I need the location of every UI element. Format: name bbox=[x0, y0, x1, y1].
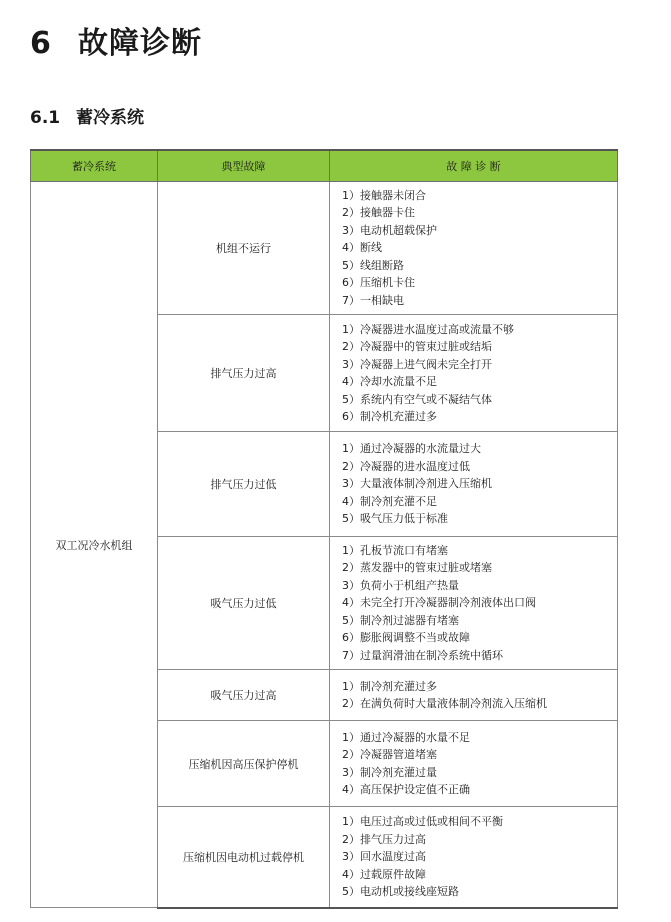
item-text: 通过冷凝器的水流量过大 bbox=[360, 442, 481, 456]
item-text: 系统内有空气或不凝结气体 bbox=[360, 392, 492, 406]
item-text: 电压过高或过低或相间不平衡 bbox=[360, 815, 503, 828]
list-item bbox=[342, 559, 617, 577]
header-system: 蓄冷系统 bbox=[31, 150, 158, 182]
list-item bbox=[342, 647, 617, 665]
item-text: 大量液体制冷剂进入压缩机 bbox=[360, 477, 492, 491]
header-diagnosis: 故 障 诊 断 bbox=[330, 150, 618, 182]
diagnosis-cell bbox=[330, 182, 618, 315]
item-text: 冷凝器的进水温度过低 bbox=[360, 459, 470, 473]
item-text: 接触器未闭合 bbox=[360, 188, 426, 202]
fault-cell: 机组不运行 bbox=[158, 182, 330, 315]
item-number: 1） bbox=[342, 730, 360, 744]
item-number: 1） bbox=[342, 322, 360, 336]
item-number: 1） bbox=[342, 543, 360, 557]
list-item bbox=[342, 764, 617, 782]
item-number: 2） bbox=[342, 459, 360, 473]
list-item bbox=[342, 542, 617, 560]
item-number: 5） bbox=[342, 512, 360, 526]
item-number: 4） bbox=[342, 867, 360, 881]
item-number: 4） bbox=[342, 375, 360, 388]
list-item bbox=[342, 678, 617, 696]
item-number: 7） bbox=[342, 293, 360, 307]
item-text: 制冷剂充灌过多 bbox=[360, 679, 437, 693]
item-number: 1） bbox=[342, 815, 360, 828]
item-text: 高压保护设定值不正确 bbox=[360, 783, 470, 796]
system-cell: 双工况冷水机组 bbox=[31, 182, 158, 908]
fault-cell: 压缩机因高压保护停机 bbox=[158, 721, 330, 807]
list-item bbox=[342, 695, 617, 713]
section-number: 6.1 bbox=[30, 108, 61, 128]
item-text: 冷凝器管道堵塞 bbox=[360, 748, 437, 761]
item-number: 5） bbox=[342, 258, 360, 272]
list-item bbox=[342, 629, 617, 647]
list-item bbox=[342, 781, 617, 799]
list-item bbox=[342, 883, 617, 901]
item-number: 5） bbox=[342, 392, 360, 406]
fault-cell: 排气压力过低 bbox=[158, 432, 330, 537]
item-number: 1） bbox=[342, 188, 360, 202]
diagnosis-list bbox=[342, 813, 617, 901]
diagnosis-list bbox=[342, 321, 617, 426]
diagnosis-list bbox=[342, 187, 617, 310]
diagnosis-list bbox=[342, 729, 617, 799]
item-text: 吸气压力低于标准 bbox=[360, 512, 448, 526]
item-text: 通过冷凝器的水量不足 bbox=[360, 730, 470, 744]
list-item bbox=[342, 338, 617, 356]
item-text: 制冷机充灌过多 bbox=[360, 410, 437, 423]
item-text: 制冷剂过滤器有堵塞 bbox=[360, 613, 459, 627]
item-number: 5） bbox=[342, 885, 360, 898]
item-text: 蒸发器中的管束过脏或堵塞 bbox=[360, 561, 492, 575]
list-item bbox=[342, 493, 617, 511]
item-number: 2） bbox=[342, 561, 360, 575]
item-text: 接触器卡住 bbox=[360, 206, 415, 220]
table-row bbox=[31, 182, 618, 315]
diagnosis-cell bbox=[330, 537, 618, 670]
list-item bbox=[342, 204, 617, 222]
item-text: 线组断路 bbox=[360, 258, 404, 272]
item-number: 2） bbox=[342, 832, 360, 846]
item-text: 压缩机卡住 bbox=[360, 276, 415, 290]
list-item bbox=[342, 612, 617, 630]
diagnosis-cell bbox=[330, 721, 618, 807]
item-text: 制冷剂充灌不足 bbox=[360, 494, 437, 508]
item-text: 断线 bbox=[360, 241, 382, 255]
section-title: 蓄冷系统 bbox=[76, 108, 144, 128]
item-text: 回水温度过高 bbox=[360, 850, 426, 863]
item-number: 3） bbox=[342, 223, 360, 237]
item-text: 电动机或接线座短路 bbox=[360, 885, 459, 898]
fault-diagnosis-table bbox=[30, 149, 618, 909]
table-header-row bbox=[31, 150, 618, 182]
item-number: 3） bbox=[342, 850, 360, 863]
item-number: 4） bbox=[342, 596, 360, 610]
item-text: 冷凝器进水温度过高或流量不够 bbox=[360, 322, 514, 336]
item-number: 3） bbox=[342, 578, 360, 592]
item-number: 4） bbox=[342, 241, 360, 255]
list-item bbox=[342, 408, 617, 426]
chapter-title: 故障诊断 bbox=[78, 26, 202, 61]
item-text: 制冷剂充灌过量 bbox=[360, 765, 437, 779]
diagnosis-list bbox=[342, 542, 617, 665]
item-text: 负荷小于机组产热量 bbox=[360, 578, 459, 592]
item-number: 2） bbox=[342, 748, 360, 761]
item-number: 3） bbox=[342, 765, 360, 779]
diagnosis-list bbox=[342, 678, 617, 713]
fault-cell: 吸气压力过高 bbox=[158, 670, 330, 721]
item-number: 7） bbox=[342, 648, 360, 662]
item-text: 过量润滑油在制冷系统中循环 bbox=[360, 648, 503, 662]
item-number: 4） bbox=[342, 783, 360, 796]
fault-cell: 排气压力过高 bbox=[158, 315, 330, 432]
item-number: 6） bbox=[342, 631, 360, 645]
list-item bbox=[342, 373, 617, 391]
list-item bbox=[342, 321, 617, 339]
list-item bbox=[342, 848, 617, 866]
list-item bbox=[342, 391, 617, 409]
section-heading bbox=[30, 103, 144, 128]
table-body bbox=[31, 182, 618, 908]
item-text: 冷凝器中的管束过脏或结垢 bbox=[360, 340, 492, 353]
list-item bbox=[342, 292, 617, 310]
item-text: 在满负荷时大量液体制冷剂流入压缩机 bbox=[360, 697, 547, 710]
fault-cell: 压缩机因电动机过载停机 bbox=[158, 807, 330, 908]
diagnosis-cell bbox=[330, 432, 618, 537]
list-item bbox=[342, 458, 617, 476]
list-item bbox=[342, 475, 617, 493]
item-number: 5） bbox=[342, 613, 360, 627]
item-text: 冷凝器上进气阀未完全打开 bbox=[360, 357, 492, 371]
item-number: 1） bbox=[342, 442, 360, 456]
item-text: 过载原件故障 bbox=[360, 867, 426, 881]
fault-cell: 吸气压力过低 bbox=[158, 537, 330, 670]
list-item bbox=[342, 510, 617, 528]
list-item bbox=[342, 222, 617, 240]
list-item bbox=[342, 866, 617, 884]
chapter-number: 6 bbox=[30, 26, 52, 61]
chapter-heading bbox=[30, 18, 202, 62]
list-item bbox=[342, 356, 617, 374]
list-item bbox=[342, 440, 617, 458]
item-number: 2） bbox=[342, 340, 360, 353]
item-number: 3） bbox=[342, 357, 360, 371]
item-number: 2） bbox=[342, 697, 360, 710]
diagnosis-cell bbox=[330, 807, 618, 908]
list-item bbox=[342, 594, 617, 612]
list-item bbox=[342, 831, 617, 849]
item-text: 排气压力过高 bbox=[360, 832, 426, 846]
list-item bbox=[342, 274, 617, 292]
list-item bbox=[342, 746, 617, 764]
item-text: 孔板节流口有堵塞 bbox=[360, 543, 448, 557]
item-number: 4） bbox=[342, 494, 360, 508]
diagnosis-list bbox=[342, 440, 617, 528]
item-number: 2） bbox=[342, 206, 360, 220]
list-item bbox=[342, 239, 617, 257]
header-fault: 典型故障 bbox=[158, 150, 330, 182]
item-number: 3） bbox=[342, 477, 360, 491]
list-item bbox=[342, 187, 617, 205]
diagnosis-cell bbox=[330, 670, 618, 721]
list-item bbox=[342, 813, 617, 831]
item-text: 电动机超载保护 bbox=[360, 223, 437, 237]
item-text: 膨胀阀调整不当或故障 bbox=[360, 631, 470, 645]
item-number: 6） bbox=[342, 410, 360, 423]
list-item bbox=[342, 729, 617, 747]
list-item bbox=[342, 257, 617, 275]
item-text: 一相缺电 bbox=[360, 293, 404, 307]
item-text: 未完全打开冷凝器制冷剂液体出口阀 bbox=[360, 596, 536, 610]
diagnosis-cell bbox=[330, 315, 618, 432]
item-number: 6） bbox=[342, 276, 360, 290]
list-item bbox=[342, 577, 617, 595]
item-text: 冷却水流量不足 bbox=[360, 375, 437, 388]
item-number: 1） bbox=[342, 679, 360, 693]
